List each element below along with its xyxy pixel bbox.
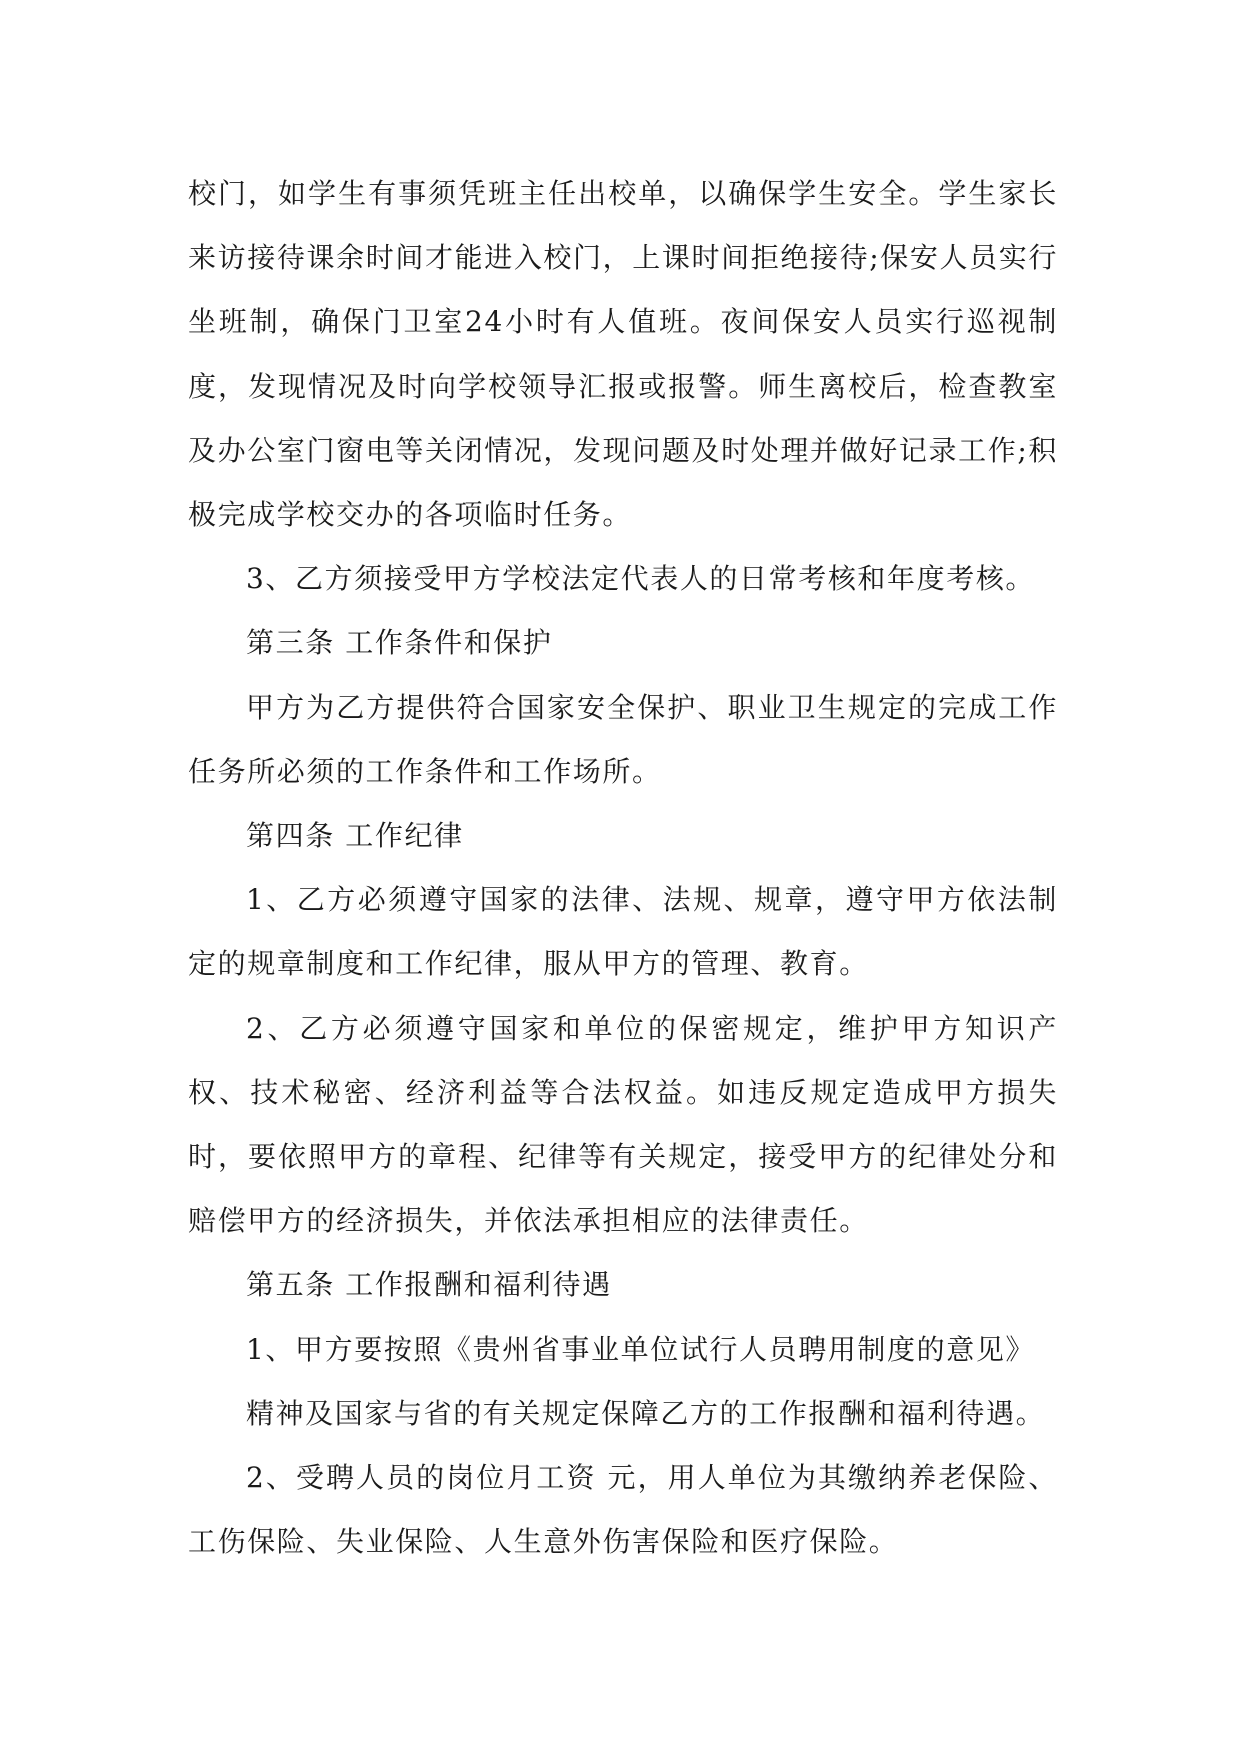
paragraph-confidentiality: 2、乙方必须遵守国家和单位的保密规定，维护甲方知识产权、技术秘密、经济利益等合法权益。如违反规定造成甲方损失时，要依照甲方的章程、纪律等有关规定，接受甲方的纪律处分和赔偿甲方的经济损失，并依法承担相应的法律责任。 <box>188 1011 1058 1238</box>
heading-article-three: 第三条 工作条件和保护 <box>246 626 553 660</box>
paragraph-obey-laws: 1、乙方必须遵守国家的法律、法规、规章，遵守甲方依法制定的规章制度和工作纪律，服从甲方的管理、教育。 <box>188 883 1058 981</box>
paragraph-welfare-guarantee: 精神及国家与省的有关规定保障乙方的工作报酬和福利待遇。 <box>246 1396 1046 1430</box>
paragraph-work-conditions: 甲方为乙方提供符合国家安全保护、职业卫生规定的完成工作任务所必须的工作条件和工作场所。 <box>188 690 1058 788</box>
paragraph-school-gate-duties: 校门，如学生有事须凭班主任出校单，以确保学生安全。学生家长来访接待课余时间才能进入校门，上课时间拒绝接待;保安人员实行坐班制，确保门卫室24小时有人值班。夜间保安人员实行巡视制度，发现情况及时向学校领导汇报或报警。师生离校后，检查教室及办公室门窗电等关闭情况，发现问题及时处理并做好记录工作;积极完成学校交办的各项临时任务。 <box>188 177 1058 532</box>
heading-article-four: 第四条 工作纪律 <box>246 819 464 853</box>
paragraph-guizhou-opinion: 1、甲方要按照《贵州省事业单位试行人员聘用制度的意见》 <box>246 1332 1036 1366</box>
heading-article-five: 第五条 工作报酬和福利待遇 <box>246 1268 612 1302</box>
paragraph-assessment: 3、乙方须接受甲方学校法定代表人的日常考核和年度考核。 <box>246 562 1036 596</box>
document-body <box>188 162 1058 1574</box>
paragraph-monthly-salary: 2、受聘人员的岗位月工资 元，用人单位为其缴纳养老保险、工伤保险、失业保险、人生意外伤害保险和医疗保险。 <box>188 1461 1058 1559</box>
